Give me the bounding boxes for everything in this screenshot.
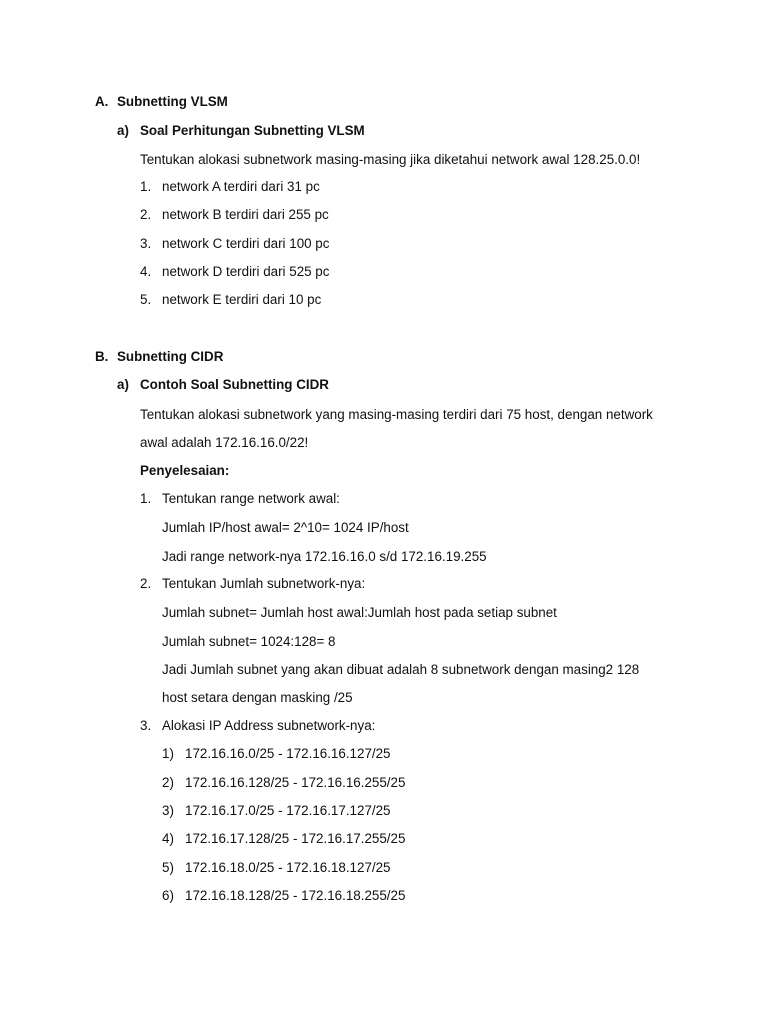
- list-item-number: 5.: [140, 292, 152, 307]
- list-item: 172.16.16.128/25 - 172.16.16.255/25: [185, 775, 406, 790]
- list-item: network B terdiri dari 255 pc: [162, 207, 329, 222]
- list-item-number: 4): [162, 831, 174, 846]
- section-a-title: Subnetting VLSM: [117, 94, 228, 109]
- section-a-intro: Tentukan alokasi subnetwork masing-masing jika diketahui network awal 128.25.0.0!: [140, 152, 641, 167]
- section-b-sub-marker: a): [117, 377, 129, 392]
- list-item-number: 1): [162, 746, 174, 761]
- list-item-number: 6): [162, 888, 174, 903]
- section-b-intro-line2: awal adalah 172.16.16.0/22!: [140, 435, 309, 450]
- step-line: Jumlah IP/host awal= 2^10= 1024 IP/host: [162, 520, 409, 535]
- list-item-number: 5): [162, 860, 174, 875]
- section-a-sub-title: Soal Perhitungan Subnetting VLSM: [140, 123, 365, 138]
- section-b-sub-title: Contoh Soal Subnetting CIDR: [140, 377, 329, 392]
- list-item-number: 3): [162, 803, 174, 818]
- solution-label: Penyelesaian:: [140, 463, 230, 478]
- step-number: 2.: [140, 576, 152, 591]
- list-item: 172.16.18.128/25 - 172.16.18.255/25: [185, 888, 406, 903]
- list-item-number: 2.: [140, 207, 152, 222]
- list-item: network A terdiri dari 31 pc: [162, 179, 320, 194]
- step-line: Jumlah subnet= Jumlah host awal:Jumlah host pada setiap subnet: [162, 605, 557, 620]
- section-a-marker: A.: [95, 94, 109, 109]
- step-number: 3.: [140, 718, 152, 733]
- section-b-intro-line1: Tentukan alokasi subnetwork yang masing-masing terdiri dari 75 host, dengan network: [140, 407, 653, 422]
- section-b-marker: B.: [95, 349, 109, 364]
- list-item: network E terdiri dari 10 pc: [162, 292, 322, 307]
- section-b-title: Subnetting CIDR: [117, 349, 224, 364]
- list-item: 172.16.17.0/25 - 172.16.17.127/25: [185, 803, 391, 818]
- step-line: host setara dengan masking /25: [162, 690, 353, 705]
- list-item-number: 4.: [140, 264, 152, 279]
- list-item-number: 3.: [140, 236, 152, 251]
- step-line: Jadi range network-nya 172.16.16.0 s/d 172.16.19.255: [162, 549, 487, 564]
- list-item: 172.16.16.0/25 - 172.16.16.127/25: [185, 746, 391, 761]
- list-item: network D terdiri dari 525 pc: [162, 264, 330, 279]
- step-title: Tentukan range network awal:: [162, 491, 340, 506]
- list-item: network C terdiri dari 100 pc: [162, 236, 330, 251]
- step-title: Tentukan Jumlah subnetwork-nya:: [162, 576, 366, 591]
- step-line: Jadi Jumlah subnet yang akan dibuat adalah 8 subnetwork dengan masing2 128: [162, 662, 640, 677]
- list-item: 172.16.17.128/25 - 172.16.17.255/25: [185, 831, 406, 846]
- step-line: Jumlah subnet= 1024:128= 8: [162, 634, 336, 649]
- list-item-number: 1.: [140, 179, 152, 194]
- step-number: 1.: [140, 491, 152, 506]
- list-item: 172.16.18.0/25 - 172.16.18.127/25: [185, 860, 391, 875]
- section-a-sub-marker: a): [117, 123, 129, 138]
- step-title: Alokasi IP Address subnetwork-nya:: [162, 718, 376, 733]
- list-item-number: 2): [162, 775, 174, 790]
